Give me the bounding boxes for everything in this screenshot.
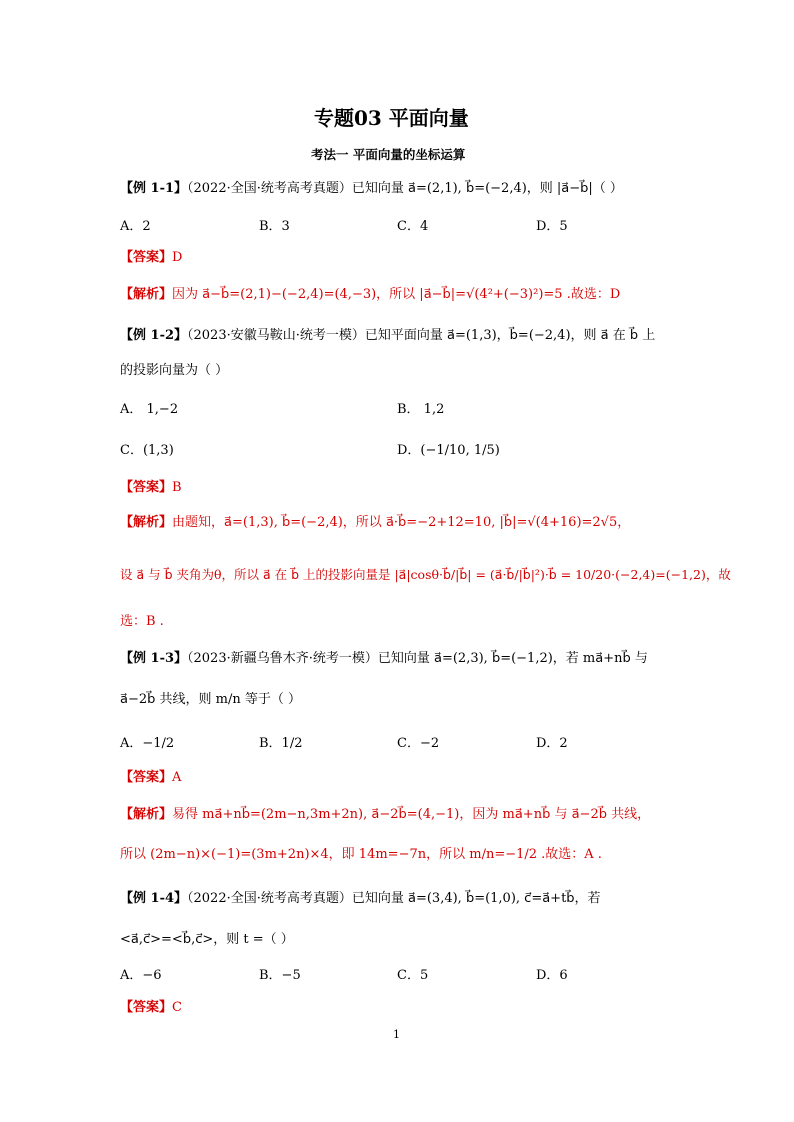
analysis-text: 因为 a⃗−b⃗=(2,1)−(−2,4)=(4,−3)，所以 |a⃗−b⃗|=√(4²+(−3)²)=5 .故选：D <box>172 287 621 302</box>
example-1-2-analysis-line2: 设 a⃗ 与 b⃗ 夹角为θ，所以 a⃗ 在 b⃗ 上的投影向量是 |a⃗|cosθ·b⃗/|b⃗| = (a⃗·b⃗/|b⃗|²)·b⃗ = 10/20·(−2,4)=(−1,2)，故 <box>120 567 731 582</box>
option-b: B． 1,2 <box>397 402 445 417</box>
example-1-4-question-line1 <box>120 891 601 907</box>
option-c: C．−2 <box>397 736 440 751</box>
option-a: A． 1,−2 <box>120 402 179 417</box>
answer-value: A <box>172 770 182 785</box>
page-number: 1 <box>393 1028 400 1041</box>
answer-value: C <box>172 1000 182 1015</box>
option-b: B．3 <box>259 219 290 234</box>
example-1-2-question-line2: 的投影向量为（ ） <box>120 363 229 378</box>
question-text: （2022·全国·统考高考真题）已知向量 a⃗=(2,1), b⃗=(−2,4)，则 |a⃗−b⃗|（ ） <box>187 181 623 196</box>
option-d: D．5 <box>536 219 568 234</box>
example-1-1-question <box>120 181 623 197</box>
analysis-label: 【解析】 <box>120 807 173 822</box>
option-a: A．2 <box>120 219 151 234</box>
page-title: 专题03 平面向量 <box>314 106 469 130</box>
example-1-2-question-line1 <box>120 328 655 344</box>
option-d: D．(−1/10, 1/5) <box>397 443 500 458</box>
answer-label: 【答案】 <box>120 480 173 495</box>
example-1-1-answer <box>120 250 182 266</box>
example-1-2-answer <box>120 480 182 496</box>
question-text: （2023·安徽马鞍山·统考一模）已知平面向量 a⃗=(1,3)，b⃗=(−2,4)，则 a⃗ 在 b⃗ 上 <box>187 328 656 343</box>
example-1-2-analysis-line1 <box>120 515 630 531</box>
example-1-4-question-line2: <a⃗,c⃗>=<b⃗,c⃗>，则 t =（ ） <box>120 932 294 947</box>
option-b: B．1/2 <box>259 736 303 751</box>
example-1-4-answer <box>120 1000 182 1016</box>
option-b: B．−5 <box>259 968 301 983</box>
example-1-3-analysis-line1 <box>120 807 650 823</box>
section-title: 考法一 平面向量的坐标运算 <box>311 147 466 162</box>
analysis-text: 由题知，a⃗=(1,3), b⃗=(−2,4)，所以 a⃗·b⃗=−2+12=10, |b⃗|=√(4+16)=2√5， <box>172 515 631 530</box>
example-label: 【例 1-2】 <box>120 328 188 343</box>
option-c: C．5 <box>397 968 429 983</box>
analysis-label: 【解析】 <box>120 287 173 302</box>
answer-value: D <box>172 250 183 265</box>
option-a: A．−1/2 <box>120 736 175 751</box>
option-c: C．(1,3) <box>120 443 174 458</box>
option-d: D．6 <box>536 968 568 983</box>
example-1-3-answer <box>120 770 181 786</box>
example-label: 【例 1-3】 <box>120 651 188 666</box>
answer-label: 【答案】 <box>120 250 173 265</box>
answer-value: B <box>172 480 182 495</box>
answer-label: 【答案】 <box>120 770 173 785</box>
example-1-3-question-line2: a⃗−2b⃗ 共线，则 m/n 等于（ ） <box>120 692 301 707</box>
analysis-label: 【解析】 <box>120 515 173 530</box>
option-c: C．4 <box>397 219 429 234</box>
option-a: A．−6 <box>120 968 162 983</box>
question-text: （2023·新疆乌鲁木齐·统考一模）已知向量 a⃗=(2,3), b⃗=(−1,2)，若 ma⃗+nb⃗ 与 <box>187 651 648 666</box>
answer-label: 【答案】 <box>120 1000 173 1015</box>
example-label: 【例 1-4】 <box>120 891 188 906</box>
example-1-2-analysis-line3: 选：B . <box>120 614 164 629</box>
example-1-3-question-line1 <box>120 651 648 667</box>
example-1-3-analysis-line2: 所以 (2m−n)×(−1)=(3m+2n)×4，即 14m=−7n，所以 m/n=−1/2 .故选：A . <box>120 847 602 862</box>
example-1-1-analysis <box>120 287 620 303</box>
example-label: 【例 1-1】 <box>120 181 188 196</box>
question-text: （2022·全国·统考高考真题）已知向量 a⃗=(3,4), b⃗=(1,0), c⃗=a⃗+tb⃗，若 <box>187 891 601 906</box>
analysis-text: 易得 ma⃗+nb⃗=(2m−n,3m+2n), a⃗−2b⃗=(4,−1)，因为 ma⃗+nb⃗ 与 a⃗−2b⃗ 共线， <box>172 807 651 822</box>
option-d: D．2 <box>536 736 568 751</box>
